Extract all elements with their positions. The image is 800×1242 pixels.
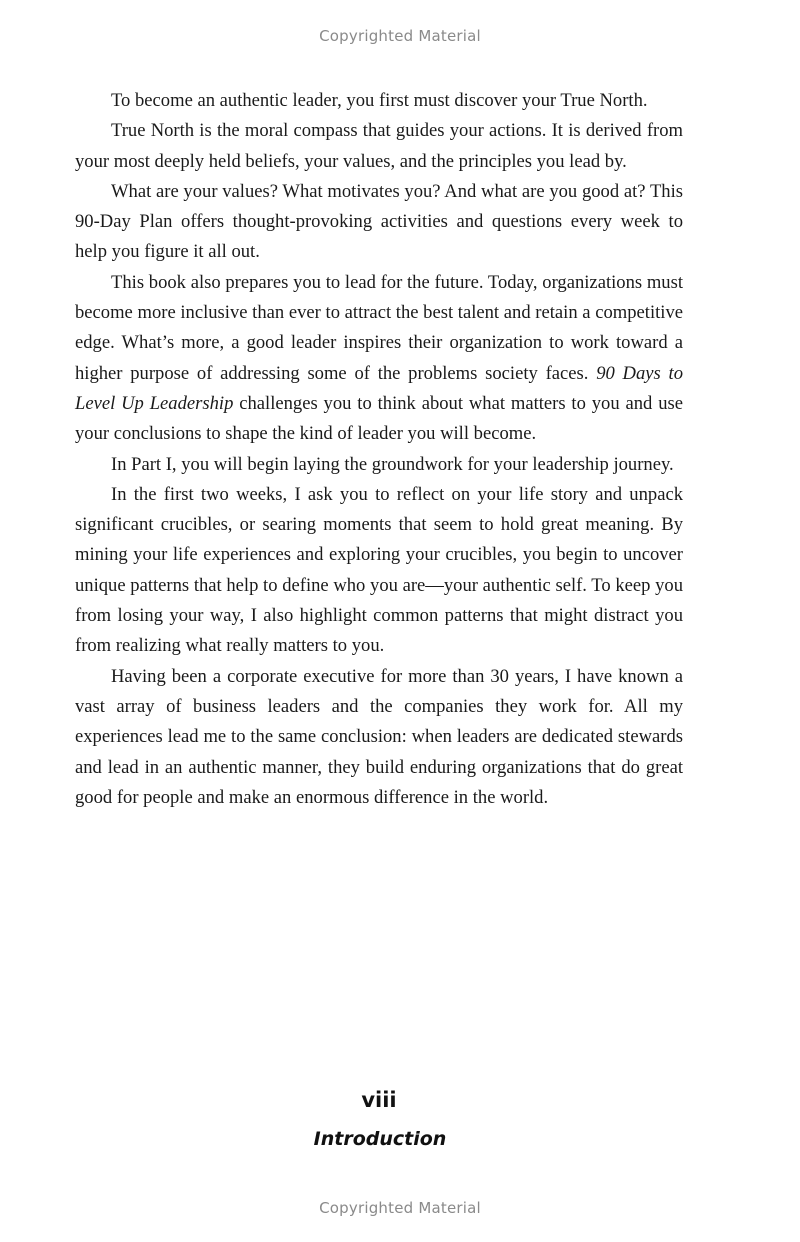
paragraph-3: What are your values? What motivates you? And what are you good at? This 90-Day Plan offers thought-provoking activities and questions every week to help you figure it all out. (75, 180, 683, 263)
copyright-watermark-bottom: Copyrighted Material (319, 1199, 481, 1217)
paragraph-5: In Part I, you will begin laying the groundwork for your leadership journey. (111, 453, 674, 475)
paragraph-4 (75, 268, 683, 450)
page-number: viii (361, 1088, 397, 1112)
running-head: Introduction (313, 1128, 447, 1150)
paragraph-6: In the first two weeks, I ask you to reflect on your life story and unpack significant crucibles, or searing moments that seem to hold great meaning. By mining your life experiences and exploring your crucibles, you begin to uncover unique patterns that help to define who you are—your authentic self. To keep you from losing your way, I also highlight common patterns that might distract you from realizing what really matters to you. (75, 483, 683, 657)
paragraph-4-text-a: This book also prepares you to lead for the future. Today, organizations must become more inclusive than ever to attract the best talent and retain a competitive edge. What’s more, a good leader inspires their organization to work toward a higher purpose of addressing some of the problems society faces. (75, 271, 683, 384)
book-title-italic: 90 Days to Level Up Leadership (75, 362, 683, 414)
paragraph-2: True North is the moral compass that guides your actions. It is derived from your most deeply held beliefs, your values, and the principles you lead by. (75, 120, 683, 172)
page-body-text (75, 86, 683, 813)
paragraph-1: To become an authentic leader, you first must discover your True North. (111, 90, 648, 111)
copyright-watermark-top: Copyrighted Material (319, 27, 481, 45)
paragraph-7: Having been a corporate executive for more than 30 years, I have known a vast array of business leaders and the companies they work for. All my experiences lead me to the same conclusion: when leaders are dedicated stewards and lead in an authentic manner, they build enduring organizations that do great good for people and make an enormous difference in the world. (75, 665, 683, 808)
paragraph-4-text-b: challenges you to think about what matters to you and use your conclusions to shape the kind of leader you will become. (75, 392, 683, 445)
